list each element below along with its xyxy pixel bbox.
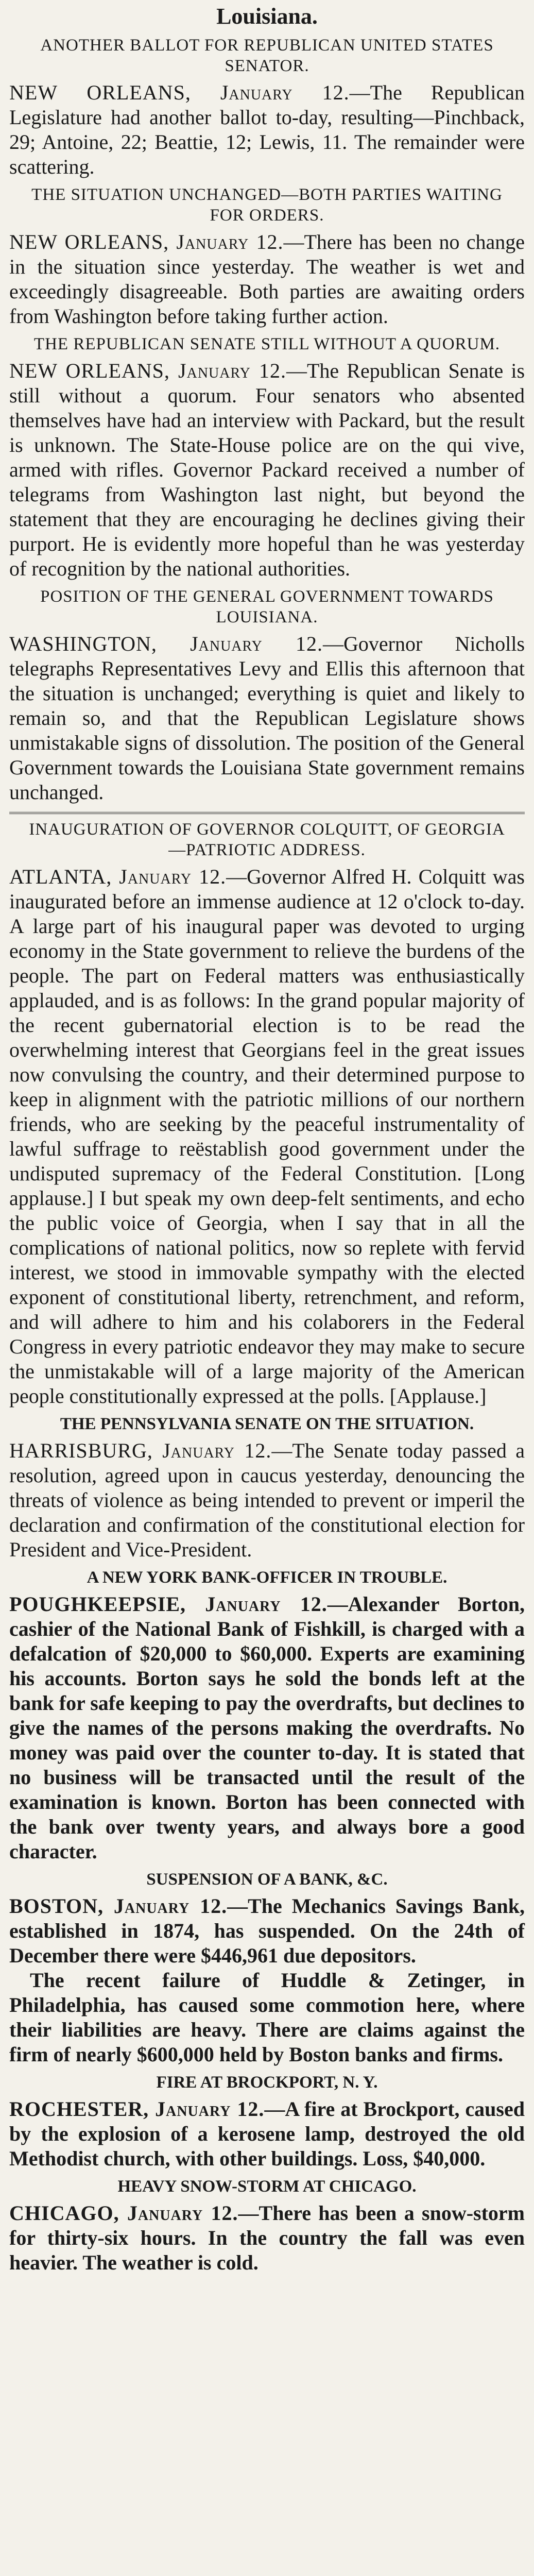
article-paragraph [9, 1894, 525, 1968]
section-headline: THE REPUBLICAN SENATE STILL WITHOUT A QUORUM. [33, 335, 501, 353]
section-headline: THE PENNSYLVANIA SENATE ON THE SITUATION. [60, 1415, 474, 1433]
article-paragraph [9, 1592, 525, 1864]
article-dateline: BOSTON, January 12. [9, 1894, 228, 1918]
article-paragraph [9, 359, 525, 581]
article-paragraph [9, 1438, 525, 1562]
section-headline: HEAVY SNOW-STORM AT CHICAGO. [117, 2177, 417, 2196]
section-headline: ANOTHER BALLOT FOR REPUBLICAN UNITED STATES SENATOR. [40, 36, 494, 75]
article-body: —There has been no change in the situation since yesterday. The weather is wet and exceedingly disagreeable. Both parties are awaiting orders from Washington before taking further action. [9, 230, 525, 328]
article-dateline: CHICAGO, January 12. [9, 2201, 238, 2225]
page-title: Louisiana. [216, 4, 318, 29]
article-dateline: NEW ORLEANS, January 12. [9, 81, 350, 104]
article-body: —The Republican Legislature had another ballot to-day, resulting—Pinchback, 29; Antoine, 22; Beattie, 12; Lewis, 11. The remainder were scattering. [9, 81, 525, 178]
article-paragraph: The recent failure of Huddle & Zetinger, in Philadelphia, has caused some commotion here, where their liabilities are heavy. There are claims against the firm of nearly $600,000 held by Boston banks and firms. [9, 1969, 525, 2066]
section-headline: A NEW YORK BANK-OFFICER IN TROUBLE. [87, 1568, 447, 1587]
article-dateline: NEW ORLEANS, January 12. [9, 359, 286, 382]
article-paragraph [9, 2097, 525, 2171]
article-body: —A fire at Brockport, caused by the explosion of a kerosene lamp, destroyed the old Methodist church, with other buildings. Loss, $40,000. [9, 2097, 525, 2170]
section-headline: SUSPENSION OF A BANK, &C. [146, 1870, 388, 1889]
article-dateline: POUGHKEEPSIE, January 12. [9, 1592, 328, 1616]
article-paragraph [9, 80, 525, 179]
article-dateline: ATLANTA, January 12. [9, 865, 227, 888]
article-body: —The Mechanics Savings Bank, established in 1874, has suspended. On the 24th of December there were $446,961 due depositors. [9, 1894, 525, 1967]
article-body: —Governor Nicholls telegraphs Representatives Levy and Ellis this afternoon that the situation is unchanged; everything is quiet and likely to remain so, and that the Republican Legislature shows unmistakable signs of dissolution. The position of the General Government towards the Louisiana State government remains unchanged. [9, 632, 525, 804]
section-headline: INAUGURATION OF GOVERNOR COLQUITT, OF GEORGIA—PATRIOTIC ADDRESS. [29, 820, 505, 859]
article-body: —Governor Alfred H. Colquitt was inaugurated before an immense audience at 12 o'clock to-day. A large part of his inaugural paper was devoted to urging economy in the State government to relieve the burdens of the people. The part on Federal matters was enthusiastically applauded, and is as follows: In the grand popular majority of the recent gubernatorial election is to be read the overwhelming interest that Georgians feel in the great issues now convulsing the country, and their determined purpose to keep in alignment with the patriotic millions of our northern friends, who are seeking by the peaceful instrumentality of lawful suffrage to reëstablish good government under the undisputed supremacy of the Federal Constitution. [Long applause.] I but speak my own deep-felt sentiments, and echo the public voice of Georgia, when I say that in all the complications of national politics, now so replete with fervid interest, we stood in immovable sympathy with the elected exponent of constitutional liberty, retrenchment, and reform, and will adhere to him and his colaborers in the Federal Congress in every patriotic endeavor they may make to secure the unmistakable will of a large majority of the American people constitutionally expressed at the polls. [Applause.] [9, 865, 525, 1408]
article-dateline: WASHINGTON, January 12. [9, 632, 323, 655]
article-paragraph [9, 230, 525, 329]
article-body: —The Republican Senate is still without a quorum. Four senators who absented themselves have had an interview with Packard, but the result is unknown. The State-House police are on the qui vive, armed with rifles. Governor Packard received a number of telegrams from Washington last night, but beyond the statement that they are encouraging he declines giving their purport. He is evidently more hopeful than he was yesterday of recognition by the national authorities. [9, 359, 525, 580]
article-dateline: ROCHESTER, January 12. [9, 2097, 265, 2121]
article-dateline: HARRISBURG, January 12. [9, 1439, 272, 1462]
article-dateline: NEW ORLEANS, January 12. [9, 230, 284, 253]
article-body: —The Senate today passed a resolution, agreed upon in caucus yesterday, denouncing the threats of violence as being intended to prevent or imperil the declaration and confirmation of the constitutional election for President and Vice-President. [9, 1439, 525, 1561]
article-body: —Alexander Borton, cashier of the National Bank of Fishkill, is charged with a defalcation of $20,000 to $60,000. Experts are examining his accounts. Borton says he sold the bonds left at the bank for safe keeping to pay the overdrafts, but declines to give the names of the persons making the overdrafts. No money was paid over the counter to-day. It is stated that no business will be transacted until the result of the examination is known. Borton has been connected with the bank over twenty years, and always bore a good character. [9, 1592, 525, 1863]
article-paragraph [9, 865, 525, 1409]
article-body: —There has been a snow-storm for thirty-six hours. In the country the fall was even heavier. The weather is cold. [9, 2201, 525, 2274]
section-headline: POSITION OF THE GENERAL GOVERNMENT TOWARDS LOUISIANA. [40, 587, 494, 626]
article-paragraph [9, 632, 525, 805]
section-headline: THE SITUATION UNCHANGED—BOTH PARTIES WAITING FOR ORDERS. [31, 185, 503, 225]
article-paragraph [9, 2201, 525, 2275]
section-headline: FIRE AT BROCKPORT, N. Y. [156, 2073, 378, 2092]
section-divider [9, 812, 525, 814]
